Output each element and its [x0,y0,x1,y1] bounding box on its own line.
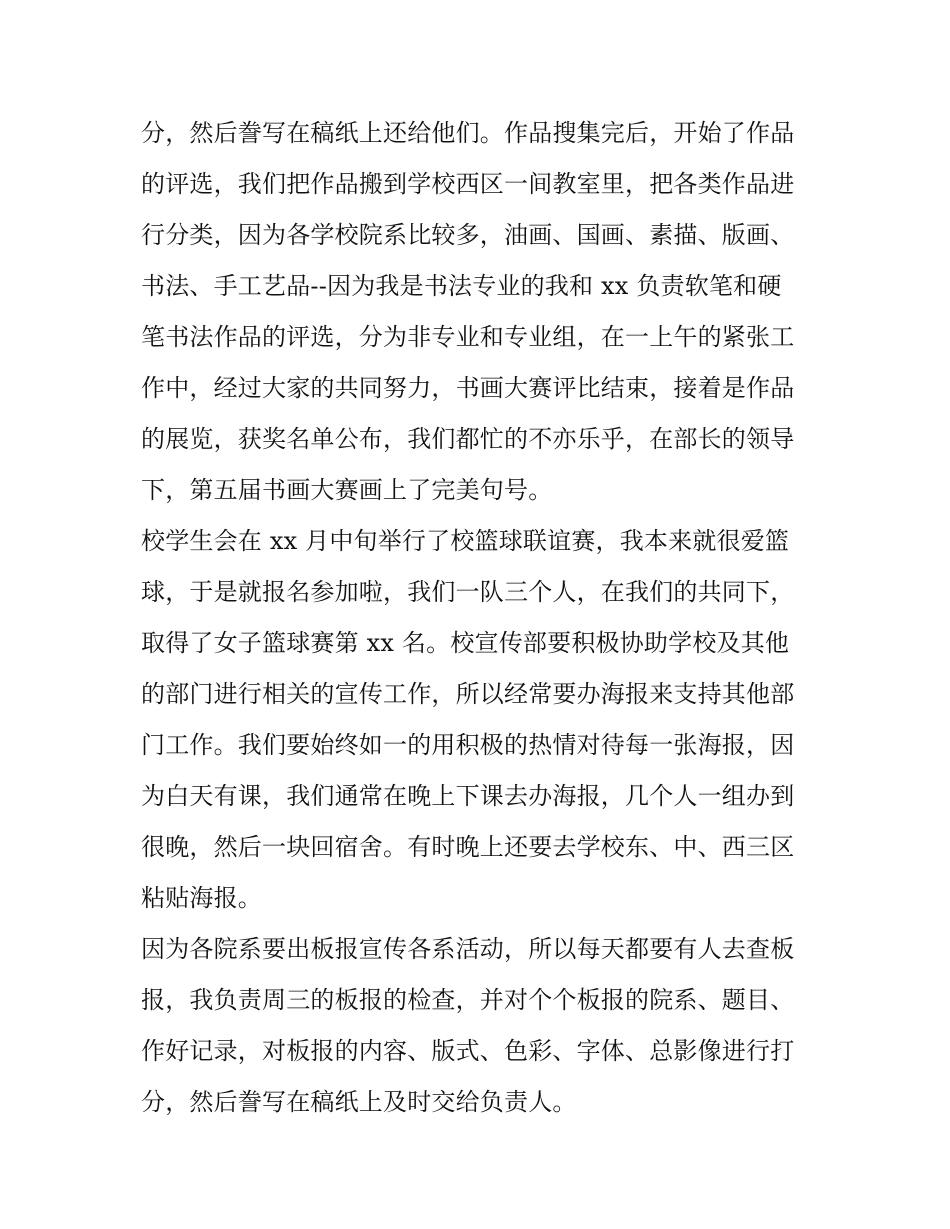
text-line: 的部门进行相关的宣传工作，所以经常要办海报来支持其他部 [141,680,795,708]
text-line: 球，于是就报名参加啦，我们一队三个人，在我们的共同下， [141,578,795,606]
text-line: 分，然后誊写在稿纸上还给他们。作品搜集完后，开始了作品 [141,119,795,147]
text-line: 作中，经过大家的共同努力，书画大赛评比结束，接着是作品 [141,374,795,402]
body-text [141,108,831,1128]
text-line: 的评选，我们把作品搬到学校西区一间教室里，把各类作品进 [141,170,795,198]
text-line: 行分类，因为各学校院系比较多，油画、国画、素描、版画、 [141,221,795,249]
text-line: 粘贴海报。 [141,884,262,912]
text-line: 下，第五届书画大赛画上了完美句号。 [141,476,553,504]
text-line: 的展览，获奖名单公布，我们都忙的不亦乐乎，在部长的领导 [141,425,795,453]
text-line: 门工作。我们要始终如一的用积极的热情对待每一张海报，因 [141,731,795,759]
text-line: 取得了女子篮球赛第 xx 名。校宣传部要积极协助学校及其他 [141,629,790,657]
text-line: 很晚，然后一块回宿舍。有时晚上还要去学校东、中、西三区 [141,833,795,861]
text-line: 作好记录，对板报的内容、版式、色彩、字体、总影像进行打 [141,1037,795,1065]
text-line: 笔书法作品的评选，分为非专业和专业组，在一上午的紧张工 [141,323,795,351]
text-line: 分，然后誊写在稿纸上及时交给负责人。 [141,1088,577,1116]
text-line: 因为各院系要出板报宣传各系活动，所以每天都要有人去查板 [141,935,795,963]
text-line: 为白天有课，我们通常在晚上下课去办海报，几个人一组办到 [141,782,795,810]
text-line: 校学生会在 xx 月中旬举行了校篮球联谊赛，我本来就很爱篮 [141,527,790,555]
text-line: 书法、手工艺品--因为我是书法专业的我和 xx 负责软笔和硬 [141,272,782,300]
text-line: 报，我负责周三的板报的检查，并对个个板报的院系、题目、 [141,986,795,1014]
